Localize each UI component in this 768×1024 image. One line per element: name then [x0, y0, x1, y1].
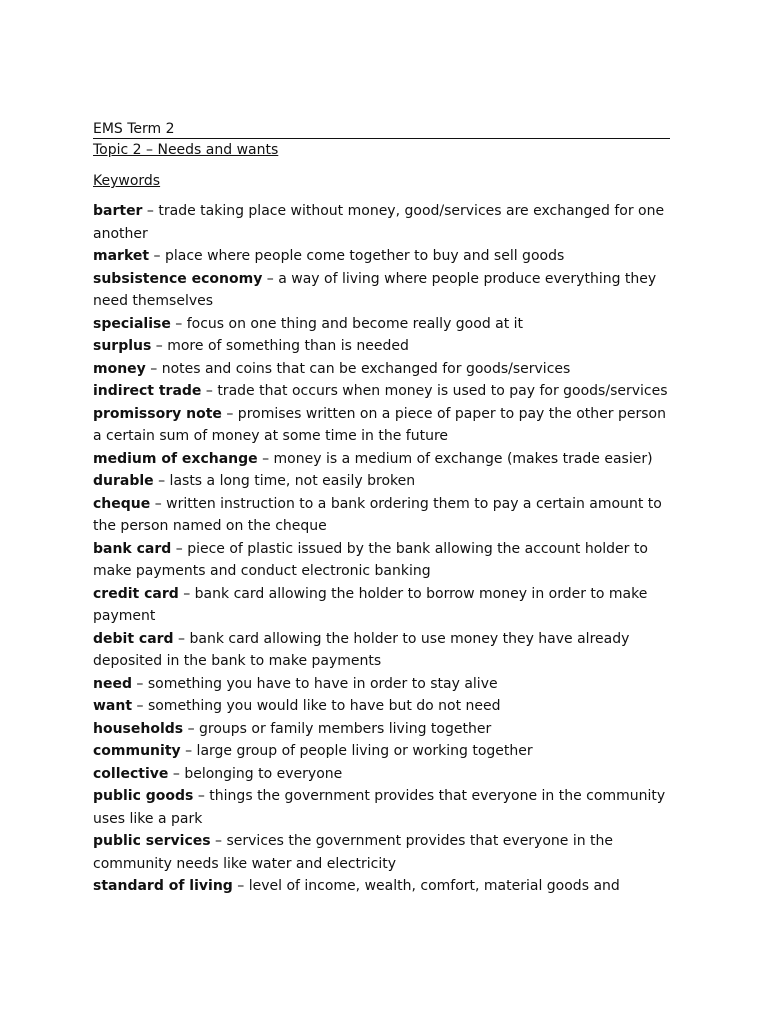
keyword-definition: – services the government provides that everyone in the community needs like water and electricity — [93, 833, 614, 872]
keyword-term: specialise — [93, 315, 171, 332]
keyword-term: bank card — [93, 540, 172, 557]
keyword-entry — [93, 200, 673, 245]
keyword-term: households — [93, 720, 184, 737]
keyword-entry — [93, 335, 673, 358]
keyword-definition: – money is a medium of exchange (makes trade easier) — [257, 450, 653, 467]
keyword-term: public goods — [93, 788, 194, 804]
keyword-definition: – bank card allowing the holder to use money they have already deposited in the bank to make payments — [93, 630, 630, 669]
keyword-entry — [93, 830, 673, 875]
keyword-entry — [93, 268, 673, 313]
keyword-entry — [93, 380, 673, 403]
keyword-entry — [93, 673, 673, 696]
keyword-term: indirect trade — [93, 383, 202, 399]
keyword-entry — [93, 403, 673, 448]
keyword-definition: – something you have to have in order to stay alive — [131, 675, 498, 692]
keyword-entry — [93, 628, 673, 673]
keyword-definition: – focus on one thing and become really good at it — [170, 315, 524, 332]
keyword-entry — [93, 875, 673, 898]
keyword-entry — [93, 358, 673, 381]
keyword-term: collective — [93, 765, 169, 782]
keyword-entry — [93, 538, 673, 583]
document-page — [93, 120, 673, 898]
topic-title-text: Topic 2 – Needs and wants — [93, 142, 279, 158]
keyword-definition: – lasts a long time, not easily broken — [153, 473, 416, 489]
keyword-term: money — [93, 360, 146, 377]
keyword-list — [93, 200, 673, 898]
keyword-term: market — [93, 248, 150, 264]
keyword-definition: – trade that occurs when money is used to pay for goods/services — [201, 383, 668, 399]
keyword-term: community — [93, 743, 181, 759]
keyword-term: want — [93, 698, 133, 714]
keyword-definition: – belonging to everyone — [168, 765, 343, 782]
keyword-definition: – trade taking place without money, good/services are exchanged for one another — [93, 203, 665, 242]
keyword-entry — [93, 493, 673, 538]
keyword-entry — [93, 718, 673, 741]
keyword-definition: – a way of living where people produce everything they need themselves — [93, 270, 657, 309]
keyword-definition: – place where people come together to buy and sell goods — [149, 248, 565, 264]
keywords-heading: Keywords — [93, 173, 161, 189]
keyword-term: debit card — [93, 630, 174, 647]
keyword-term: credit card — [93, 585, 179, 602]
keyword-entry — [93, 785, 673, 830]
keyword-term: medium of exchange — [93, 450, 258, 467]
keyword-definition: – more of something than is needed — [151, 338, 409, 354]
keyword-term: surplus — [93, 338, 152, 354]
keyword-term: cheque — [93, 495, 151, 512]
keyword-definition: – promises written on a piece of paper to pay the other person a certain sum of money at some time in the future — [93, 405, 666, 444]
keyword-entry — [93, 470, 673, 493]
keyword-entry — [93, 583, 673, 628]
term-title: EMS Term 2 — [93, 120, 670, 139]
keyword-term: barter — [93, 203, 143, 219]
keyword-definition: – groups or family members living together — [183, 720, 492, 737]
keyword-definition: – large group of people living or working together — [180, 743, 533, 759]
keyword-entry — [93, 313, 673, 336]
keyword-entry — [93, 245, 673, 268]
keyword-definition: – bank card allowing the holder to borrow money in order to make payment — [93, 585, 648, 624]
keyword-term: public services — [93, 833, 211, 849]
topic-title — [93, 139, 673, 161]
keyword-definition: – something you would like to have but do not need — [132, 698, 501, 714]
keyword-term: durable — [93, 473, 154, 489]
keyword-term: need — [93, 675, 132, 692]
keyword-entry — [93, 740, 673, 763]
keyword-entry — [93, 695, 673, 718]
keyword-definition: – notes and coins that can be exchanged for goods/services — [145, 360, 571, 377]
keyword-entry — [93, 448, 673, 471]
keyword-definition: – level of income, wealth, comfort, material goods and — [232, 878, 620, 894]
keyword-definition: – things the government provides that everyone in the community uses like a park — [93, 788, 666, 827]
keyword-definition: – written instruction to a bank ordering them to pay a certain amount to the person named on the cheque — [93, 495, 662, 534]
keyword-definition: – piece of plastic issued by the bank allowing the account holder to make payments and conduct electronic banking — [93, 540, 648, 579]
keyword-term: promissory note — [93, 405, 222, 422]
keyword-term: standard of living — [93, 878, 233, 894]
keyword-term: subsistence economy — [93, 270, 263, 287]
keyword-entry — [93, 763, 673, 786]
